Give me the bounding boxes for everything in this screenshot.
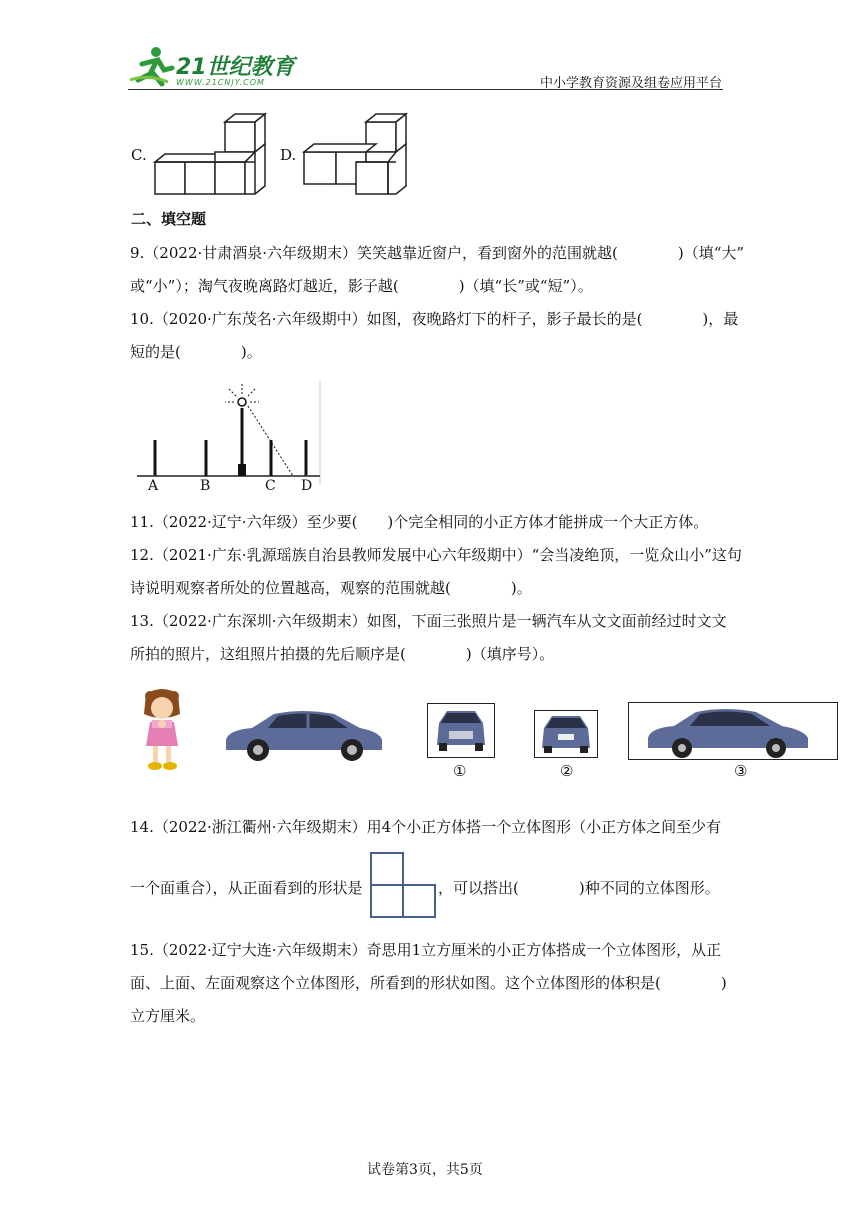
photo-label-3: ③	[734, 762, 748, 780]
option-d-figure	[304, 112, 414, 197]
q15-line2: 面、上面、左面观察这个立体图形，所看到的形状如图。这个立体图形的体积是( )	[130, 974, 727, 992]
fig-label-a: A	[148, 478, 159, 494]
q9-line1: 9.（2022·甘肃酒泉·六年级期末）笑笑越靠近窗户，看到窗外的范围就越( )（填“大”	[130, 244, 745, 262]
photo-label-2: ②	[560, 762, 574, 780]
car-side-figure	[222, 706, 384, 766]
q10-line2: 短的是( )。	[130, 343, 262, 361]
fig-label-c: C	[265, 478, 276, 494]
q14-line2a: 一个面重合），从正面看到的形状是	[130, 879, 363, 897]
section-title: 二、填空题	[131, 210, 207, 228]
logo-text: 21世纪教育	[176, 55, 295, 80]
option-c-figure	[155, 112, 270, 197]
platform-name: 中小学教育资源及组卷应用平台	[540, 76, 723, 91]
streetlight-figure	[135, 380, 325, 495]
page-footer: 试卷第3页，共5页	[367, 1162, 483, 1178]
photo-3-side	[628, 702, 838, 760]
q10-line1: 10.（2020·广东茂名·六年级期中）如图，夜晚路灯下的杆子，影子最长的是( )，最	[130, 310, 739, 328]
fig-label-b: B	[200, 478, 211, 494]
front-view-figure	[370, 852, 436, 918]
q13-line1: 13.（2022·广东深圳·六年级期末）如图，下面三张照片是一辆汽车从文文面前经过时文文	[130, 612, 727, 630]
logo-url: WWW.21CNJY.COM	[176, 78, 265, 87]
header-rule	[128, 89, 723, 90]
photo-1-front	[427, 703, 495, 758]
q15-line1: 15.（2022·辽宁大连·六年级期末）奇思用1立方厘米的小正方体搭成一个立体图形，从正	[130, 941, 722, 959]
q15-line3: 立方厘米。	[130, 1007, 206, 1025]
q14-line1: 14.（2022·浙江衢州·六年级期末）用4个小正方体搭一个立体图形（小正方体之间至少有	[130, 818, 722, 836]
logo-runner-icon	[128, 44, 178, 88]
option-d-label: D.	[280, 146, 297, 164]
q13-line2: 所拍的照片，这组照片拍摄的先后顺序是( )（填序号）。	[130, 645, 555, 663]
q9-line2: 或“小”）；淘气夜晚离路灯越近，影子越( )（填“长”或“短”）。	[130, 277, 593, 295]
q12-line1: 12.（2021·广东·乳源瑶族自治县教师发展中心六年级期中）“会当凌绝顶，一览众山小”这句	[130, 546, 742, 564]
q11-line1: 11.（2022·辽宁·六年级）至少要( )个完全相同的小正方体才能拼成一个大正方体。	[130, 513, 709, 531]
option-c-label: C.	[131, 146, 147, 164]
girl-figure	[138, 688, 186, 772]
q14-line2b: ，可以搭出( )种不同的立体图形。	[438, 879, 720, 897]
q12-line2: 诗说明观察者所处的位置越高，观察的范围就越( )。	[130, 579, 532, 597]
photo-label-1: ①	[453, 762, 467, 780]
photo-2-back	[534, 710, 598, 758]
fig-label-d: D	[301, 478, 313, 494]
